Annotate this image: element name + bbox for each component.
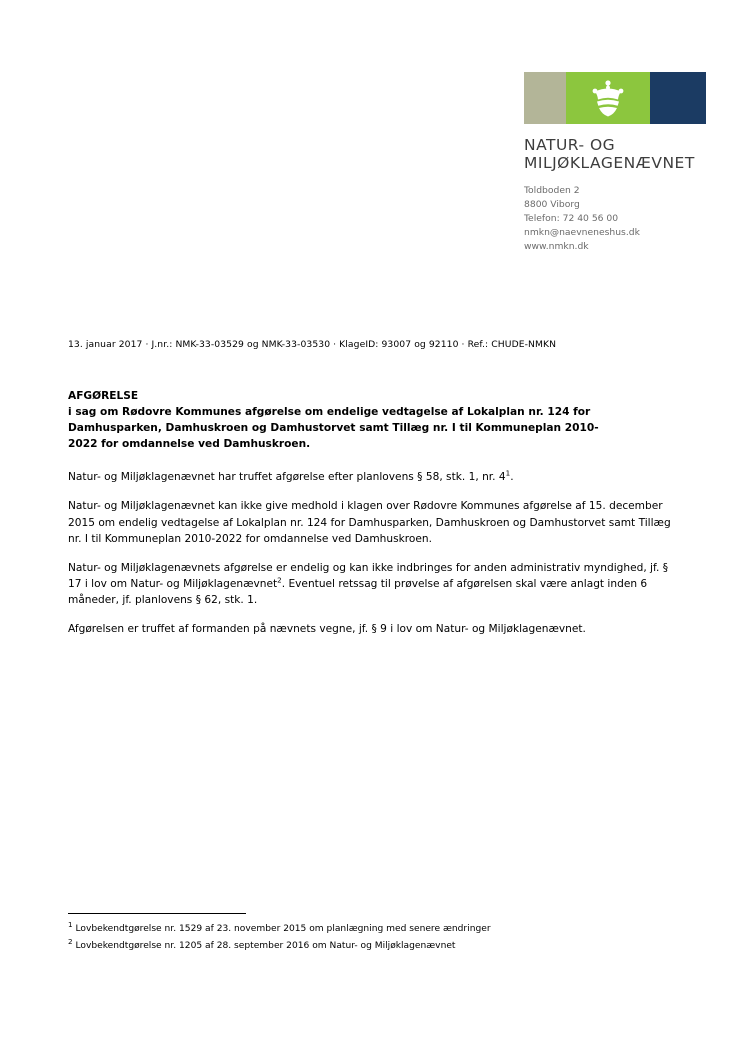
paragraph-2-text: Natur- og Miljøklagenævnet kan ikke give medhold i klagen over Rødovre Kommunes afgørelse af 15. december 2015 om endelig vedtagelse af Lokalplan nr. 124 for Damhusparken, Damhuskroen og Damhustorvet samt Tillæg nr. I til Kommuneplan 2010-2022 for omdannelse ved Damhuskroen. [68, 500, 671, 545]
footnote-2-marker: 2 [68, 936, 73, 946]
logo-segment-navy [650, 72, 706, 124]
paragraph-3-text: Natur- og Miljøklagenævnets afgørelse er endelig og kan ikke indbringes for anden administrativ myndighed, jf. § 17 i lov om Natur- og Miljøklagenævnet [68, 561, 668, 590]
contact-email: nmkn@naevneneshus.dk [524, 227, 640, 239]
logo-segment-olive [524, 72, 566, 124]
crown-icon [584, 78, 632, 118]
document-title: AFGØRELSE [68, 390, 139, 402]
document-heading [68, 388, 680, 452]
agency-logo-icon [524, 72, 706, 124]
paragraph-1-text: Natur- og Miljøklagenævnet har truffet afgørelse efter planlovens § 58, stk. 1, nr. 4 [68, 471, 506, 484]
paragraph-1-tail: . [510, 471, 514, 484]
paragraph-1 [68, 469, 680, 485]
footnote-2-text: Lovbekendtgørelse nr. 1205 af 28. september 2016 om Natur- og Miljøklagenævnet [72, 940, 456, 951]
footnote-divider [68, 913, 246, 914]
paragraph-3-tail: . Eventuel retssag til prøvelse af afgørelsen skal være anlagt inden 6 måneder, jf. planlovens § 62, stk. 1. [68, 577, 648, 606]
paragraph-3 [68, 560, 680, 608]
paragraph-2 [68, 498, 680, 546]
footnotes-block [68, 913, 680, 955]
contact-phone: Telefon: 72 40 56 00 [524, 213, 619, 225]
footnote-ref-2: 2 [277, 575, 282, 585]
footnote-1 [68, 919, 680, 937]
paragraph-4 [68, 621, 680, 637]
agency-name-line1: NATUR- OG [524, 136, 616, 154]
footnote-2 [68, 936, 680, 954]
document-subtitle-line-2: Damhusparken, Damhuskroen og Damhustorvet samt Tillæg nr. I til Kommuneplan 2010- [68, 422, 599, 435]
document-subtitle-line-1: i sag om Rødovre Kommunes afgørelse om endelige vedtagelse af Lokalplan nr. 124 for [68, 406, 591, 419]
contact-address: Toldboden 2 [524, 185, 580, 197]
contact-block [524, 184, 708, 254]
footnote-ref-1: 1 [505, 468, 511, 478]
document-subtitle-line-3: 2022 for omdannelse ved Damhuskroen. [68, 438, 311, 451]
logo-segment-green [566, 72, 650, 124]
agency-name [524, 136, 708, 172]
footnote-1-text: Lovbekendtgørelse nr. 1529 af 23. november 2015 om planlægning med senere ændringer [72, 924, 491, 934]
contact-web: www.nmkn.dk [524, 241, 589, 253]
footnote-1-marker: 1 [68, 919, 73, 929]
contact-city: 8800 Viborg [524, 199, 580, 211]
document-meta-line: 13. januar 2017 · J.nr.: NMK-33-03529 og NMK-33-03530 · KlageID: 93007 og 92110 · Ref.: CHUDE-NMKN [68, 339, 557, 350]
document-body [68, 388, 680, 637]
letterhead [512, 72, 708, 254]
paragraph-4-text: Afgørelsen er truffet af formanden på nævnets vegne, jf. § 9 i lov om Natur- og Miljøklagenævnet. [68, 623, 586, 636]
agency-name-line2: MILJØKLAGENÆVNET [524, 154, 695, 173]
